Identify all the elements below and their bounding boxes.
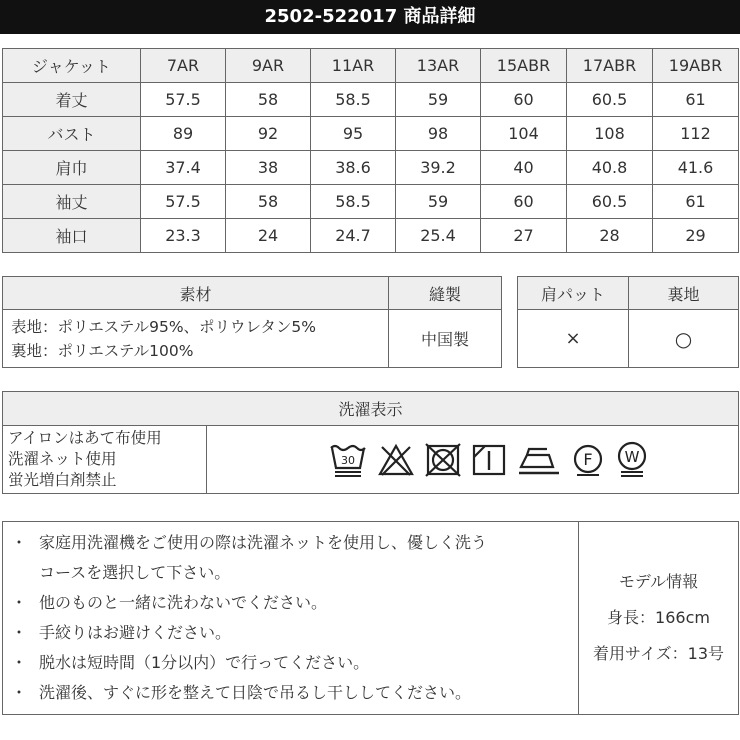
no-tumble-dry-icon [425,443,461,477]
size-header-9ar: 9AR [226,49,311,83]
table-cell: 89 [141,117,226,151]
table-cell: 23.3 [141,219,226,253]
model-info-cell [579,522,739,715]
svg-text:30: 30 [341,453,355,467]
washing-icons [207,441,738,479]
no-bleach-icon [377,443,415,477]
size-header-19abr: 19ABR [653,49,739,83]
table-cell: 38.6 [311,151,396,185]
extras-table [517,276,739,368]
table-cell: 40 [481,151,567,185]
lining-value: ○ [629,310,739,368]
size-header-17abr: 17ABR [567,49,653,83]
table-cell: 57.5 [141,83,226,117]
list-item: ・ 洗濯後、すぐに形を整えて日陰で吊るし干ししてください。 [11,683,472,702]
material-lining-text: 裏地：ポリエステル100% [11,341,194,360]
row-label: 着丈 [3,83,141,117]
table-row [3,83,739,117]
material-cell [3,310,389,368]
dryclean-f-icon [571,443,605,477]
svg-text:F: F [583,449,593,469]
washing-note-iron: アイロンはあて布使用 [8,429,162,447]
list-item-continued: コースを選択して下さい。 [39,563,231,582]
sewing-header: 縫製 [389,277,502,310]
table-cell: 58.5 [311,185,396,219]
model-info-title: モデル情報 [618,572,699,591]
care-notes [3,522,579,715]
list-item: ・ 手絞りはお避けください。 [11,623,232,642]
table-cell: 58.5 [311,83,396,117]
material-outer-text: 表地：ポリエステル95%、ポリウレタン5% [11,317,317,336]
table-cell: 40.8 [567,151,653,185]
size-header-7ar: 7AR [141,49,226,83]
table-cell: 41.6 [653,151,739,185]
table-row [3,117,739,151]
list-item: ・ 他のものと一緒に洗わないでください。 [11,593,328,612]
table-cell: 25.4 [396,219,481,253]
table-cell: 60.5 [567,83,653,117]
shoulder-pad-value: × [518,310,629,368]
table-cell: 98 [396,117,481,151]
wash-30-gentle-icon [329,442,367,478]
table-cell: 29 [653,219,739,253]
lining-header: 裏地 [629,277,739,310]
size-header-item: ジャケット [3,49,141,83]
table-cell: 27 [481,219,567,253]
table-cell: 57.5 [141,185,226,219]
table-cell: 59 [396,83,481,117]
list-item: ・ 脱水は短時間（1分以内）で行ってください。 [11,653,370,672]
table-cell: 61 [653,83,739,117]
table-cell: 58 [226,185,311,219]
table-cell: 58 [226,83,311,117]
row-label: 肩巾 [3,151,141,185]
table-cell: 28 [567,219,653,253]
table-cell: 92 [226,117,311,151]
table-cell: 37.4 [141,151,226,185]
size-table-header-row [3,49,739,83]
table-cell: 61 [653,185,739,219]
washing-table [2,391,739,494]
line-dry-shade-icon [471,443,507,477]
list-item: ・ 家庭用洗濯機をご使用の際は洗濯ネットを使用し、優しく洗う [11,533,488,552]
material-table [2,276,502,368]
material-header: 素材 [3,277,389,310]
wetclean-w-icon [615,441,649,479]
model-size: 着用サイズ：13号 [592,644,725,663]
table-cell: 24.7 [311,219,396,253]
size-header-13ar: 13AR [396,49,481,83]
table-row [3,185,739,219]
row-label: バスト [3,117,141,151]
table-row [3,151,739,185]
size-table [2,48,739,253]
table-cell: 38 [226,151,311,185]
table-cell: 59 [396,185,481,219]
washing-notes-cell [3,426,207,494]
washing-note-net: 洗濯ネット使用 [8,450,117,468]
table-cell: 95 [311,117,396,151]
washing-header: 洗濯表示 [3,392,739,426]
table-cell: 24 [226,219,311,253]
row-label: 袖丈 [3,185,141,219]
table-cell: 60.5 [567,185,653,219]
iron-with-cloth-icon [517,443,561,477]
table-cell: 112 [653,117,739,151]
page-banner: 2502-522017 商品詳細 [0,0,740,34]
sewing-country: 中国製 [389,310,502,368]
notes-table [2,521,739,715]
row-label: 袖口 [3,219,141,253]
washing-note-bleach: 蛍光増白剤禁止 [8,471,117,489]
table-cell: 39.2 [396,151,481,185]
table-cell: 104 [481,117,567,151]
table-cell: 60 [481,185,567,219]
model-height: 身長：166cm [607,608,710,627]
table-row [3,219,739,253]
size-header-11ar: 11AR [311,49,396,83]
size-header-15abr: 15ABR [481,49,567,83]
svg-text:W: W [624,447,640,466]
table-cell: 60 [481,83,567,117]
shoulder-pad-header: 肩パット [518,277,629,310]
table-cell: 108 [567,117,653,151]
washing-icons-cell [207,426,739,494]
